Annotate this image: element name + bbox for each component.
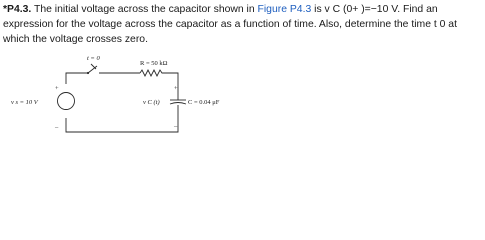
- capacitor-plus-sign: +: [174, 85, 178, 92]
- bottom-wire: [66, 105, 178, 132]
- switch-symbol: [87, 64, 97, 74]
- problem-text-part-3: . Find an expression for the voltage across the capacitor as a function of time. Also, determine the time t 0 at which the voltage crosses zero.: [3, 4, 457, 45]
- capacitor-value-label: C = 0.04 μF: [188, 99, 220, 106]
- capacitor-symbol: [170, 100, 186, 104]
- problem-number: *P4.3.: [3, 4, 32, 15]
- resistor-symbol: [140, 70, 164, 76]
- top-wire-left: [66, 73, 88, 84]
- source-plus-sign: +: [55, 85, 59, 92]
- switch-time-label: t = 0: [87, 55, 100, 62]
- capacitor-voltage-label: v C (t): [143, 99, 160, 106]
- voltage-source-label: v s = 10 V: [11, 99, 38, 106]
- capacitor-minus-sign: –: [174, 123, 178, 130]
- resistor-label: R = 50 kΩ: [140, 60, 168, 67]
- source-minus-sign: –: [55, 124, 59, 131]
- initial-voltage-expression: v C (0+ )=−10 V: [324, 4, 398, 15]
- voltage-source-symbol: [58, 93, 75, 110]
- problem-text-part-1: The initial voltage across the capacitor shown in: [31, 4, 258, 15]
- figure-reference-link[interactable]: Figure P4.3: [257, 4, 312, 15]
- problem-text-part-2: is: [311, 4, 325, 15]
